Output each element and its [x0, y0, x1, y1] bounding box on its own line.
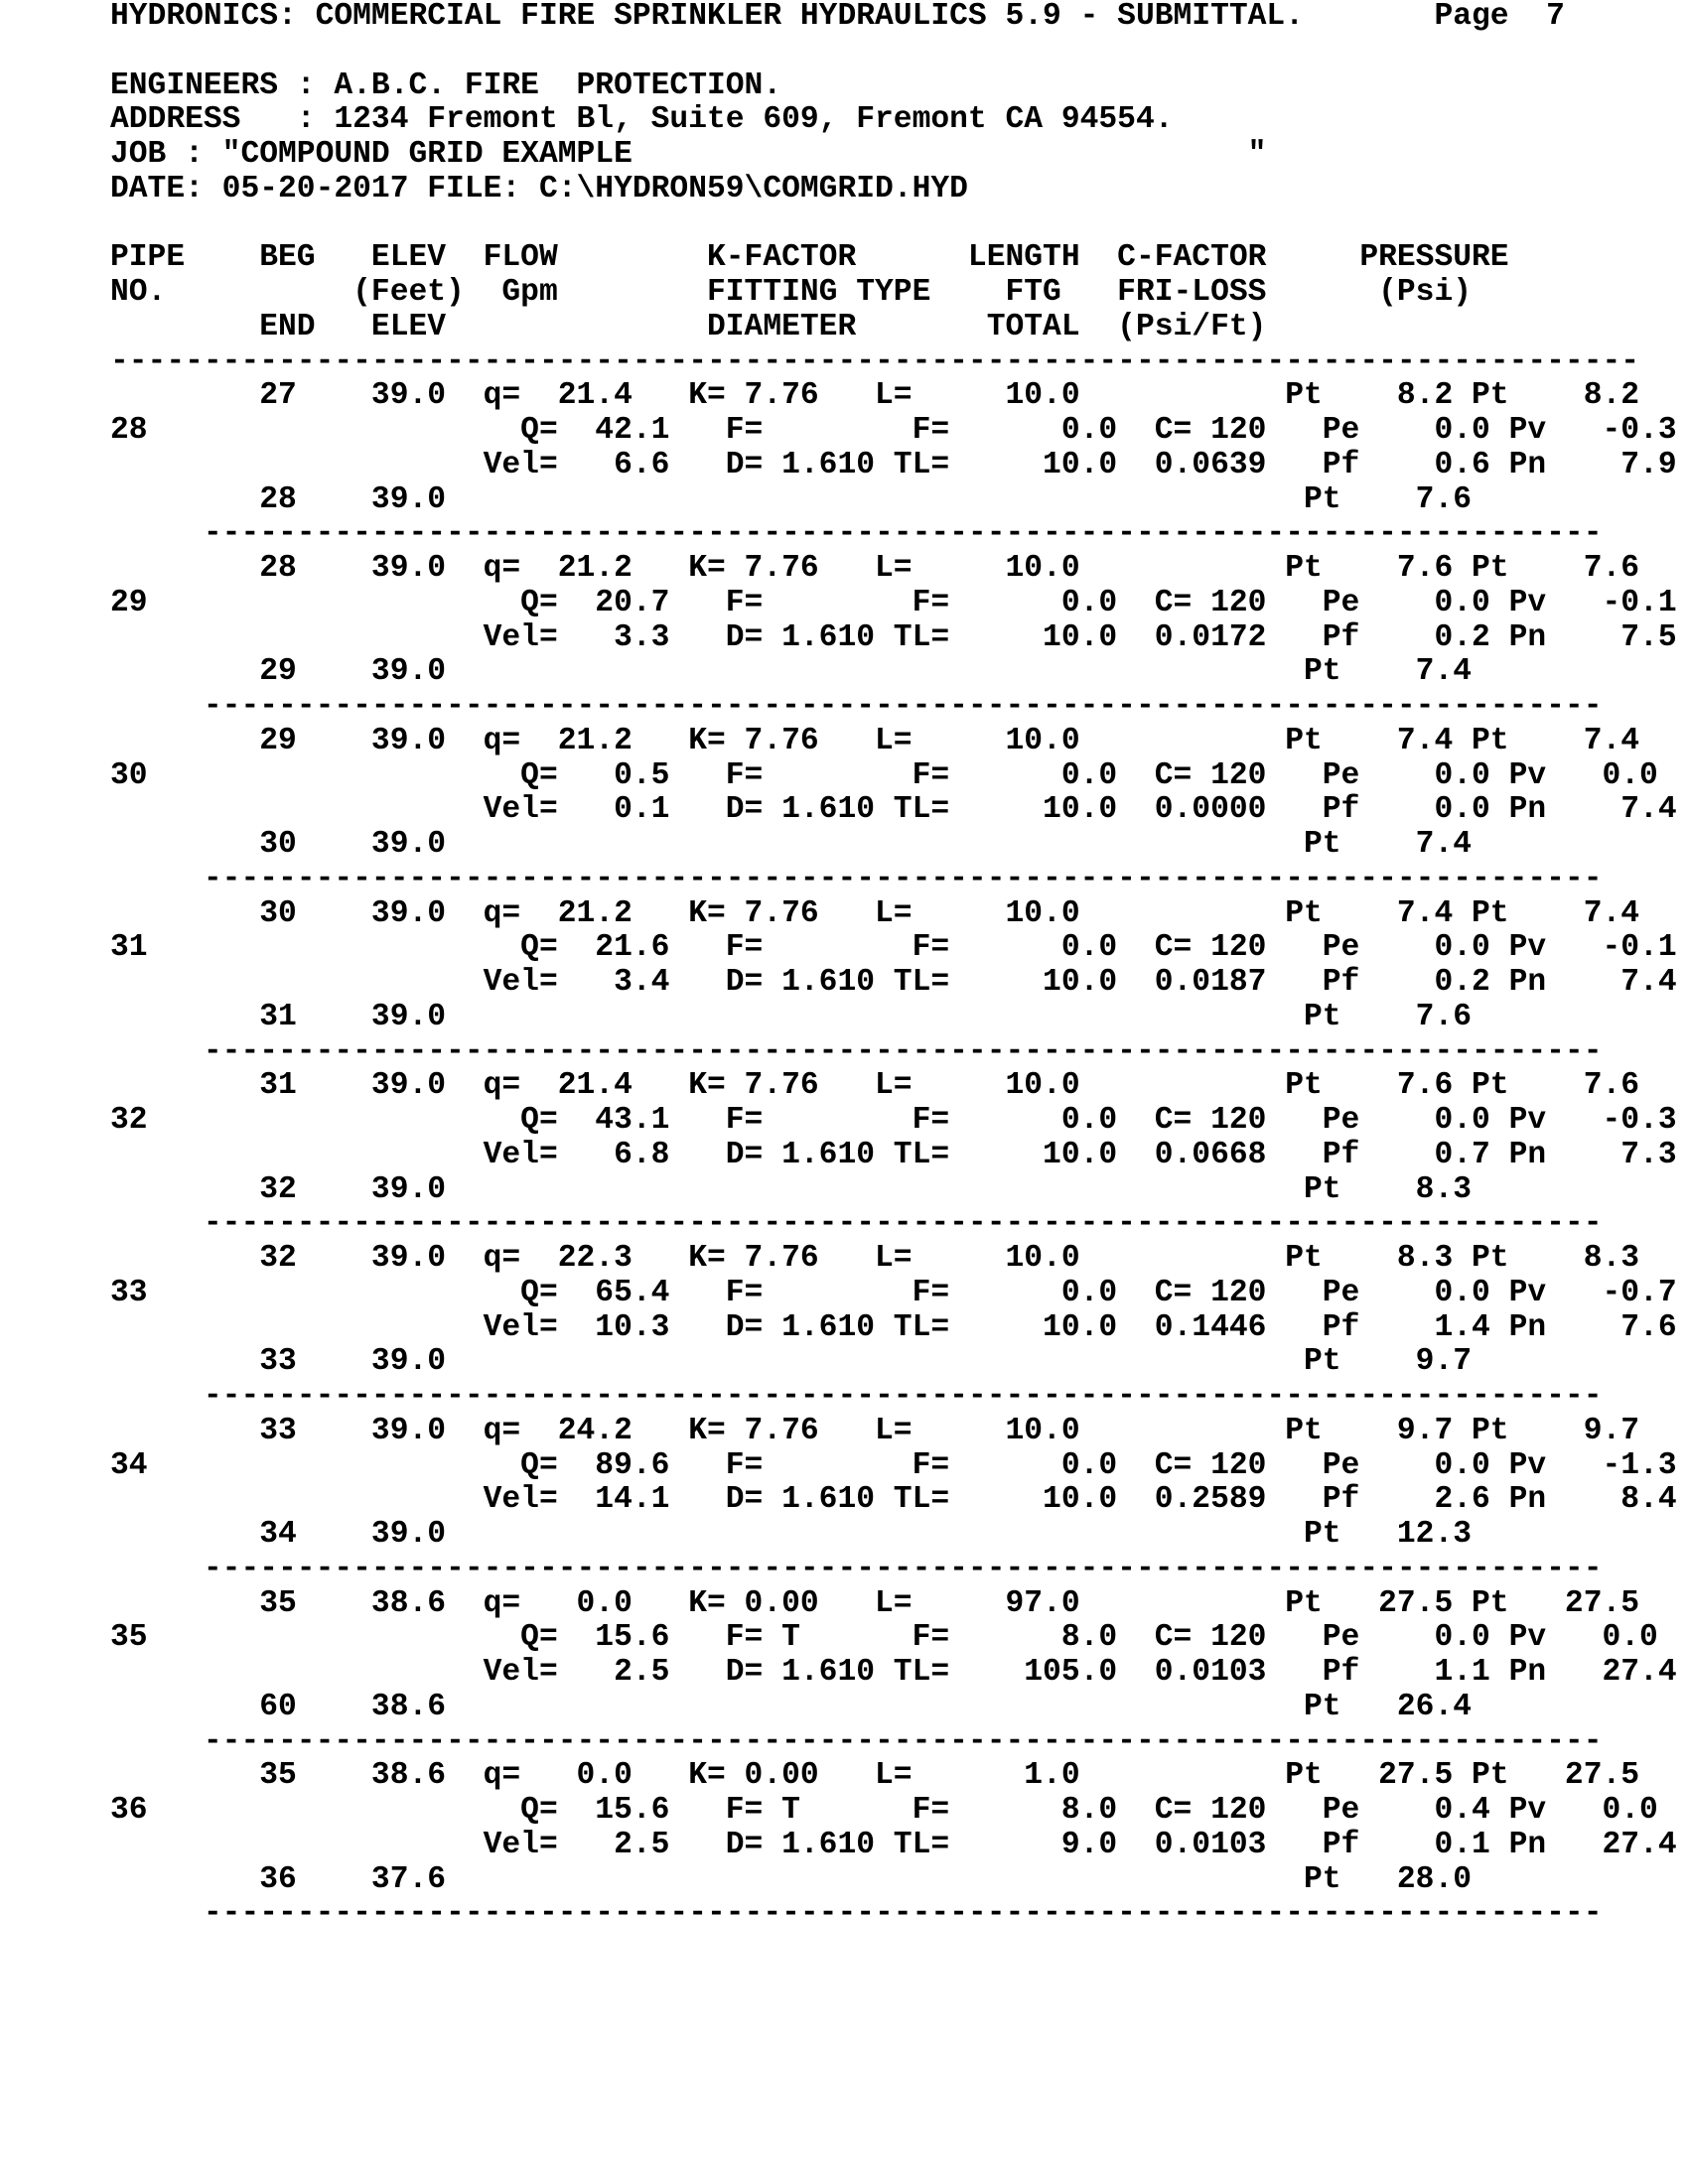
- column-header-row-3: END ELEV DIAMETER TOTAL (Psi/Ft): [110, 309, 1267, 344]
- pipe-line: Vel= 14.1 D= 1.610 TL= 10.0 0.2589 Pf 2.6 Pn 8.4: [110, 1482, 1677, 1518]
- pipe-line: Vel= 2.5 D= 1.610 TL= 9.0 0.0103 Pf 0.1 Pn 27.4: [110, 1827, 1677, 1862]
- pipe-line: 30 Q= 0.5 F= F= 0.0 C= 120 Pe 0.0 Pv 0.0: [110, 757, 1658, 793]
- hydraulics-report-page: [110, 0, 1677, 1932]
- pipe-line: 31 39.0 Pt 7.6: [110, 999, 1473, 1034]
- pipe-line: 36 Q= 15.6 F= T F= 8.0 C= 120 Pe 0.4 Pv 0.0: [110, 1793, 1658, 1828]
- blank-line: [110, 207, 1677, 242]
- pipe-block: [110, 1587, 1677, 1760]
- header-divider: ----------------------------------------------------------------------------------: [110, 343, 1640, 379]
- job-line: JOB : "COMPOUND GRID EXAMPLE ": [110, 137, 1267, 172]
- pipe-line: Vel= 0.1 D= 1.610 TL= 10.0 0.0000 Pf 0.0 Pn 7.4: [110, 792, 1677, 828]
- pipe-line: 31 Q= 21.6 F= F= 0.0 C= 120 Pe 0.0 Pv -0.1: [110, 930, 1677, 966]
- pipe-line: 31 39.0 q= 21.4 K= 7.76 L= 10.0 Pt 7.6 Pt 7.6: [110, 1068, 1640, 1104]
- pipe-line: 33 39.0 q= 24.2 K= 7.76 L= 10.0 Pt 9.7 Pt 9.7: [110, 1413, 1640, 1448]
- pipe-divider: ---------------------------------------------------------------------------: [110, 1723, 1603, 1759]
- pipe-line: 29 39.0 Pt 7.4: [110, 654, 1473, 690]
- pipe-line: 32 39.0 q= 22.3 K= 7.76 L= 10.0 Pt 8.3 Pt 8.3: [110, 1241, 1640, 1276]
- pipe-block: [110, 1415, 1677, 1587]
- pipe-block: [110, 1069, 1677, 1242]
- pipe-divider: ---------------------------------------------------------------------------: [110, 689, 1603, 724]
- pipe-block: [110, 552, 1677, 725]
- pipe-line: 30 39.0 q= 21.2 K= 7.76 L= 10.0 Pt 7.4 Pt 7.4: [110, 895, 1640, 931]
- pipe-line: 35 Q= 15.6 F= T F= 8.0 C= 120 Pe 0.0 Pv 0.0: [110, 1620, 1658, 1656]
- blank-line: [110, 35, 1677, 69]
- pipe-divider: ---------------------------------------------------------------------------: [110, 861, 1603, 896]
- date-file-line: DATE: 05-20-2017 FILE: C:\HYDRON59\COMGRID.HYD: [110, 171, 968, 206]
- pipe-block: [110, 725, 1677, 897]
- pipe-line: 32 39.0 Pt 8.3: [110, 1171, 1473, 1207]
- pipe-line: 28 39.0 q= 21.2 K= 7.76 L= 10.0 Pt 7.6 Pt 7.6: [110, 551, 1640, 586]
- address-line: ADDRESS : 1234 Fremont Bl, Suite 609, Fremont CA 94554.: [110, 102, 1174, 138]
- pipe-line: Vel= 6.8 D= 1.610 TL= 10.0 0.0668 Pf 0.7 Pn 7.3: [110, 1137, 1677, 1172]
- pipe-divider: ---------------------------------------------------------------------------: [110, 1551, 1603, 1586]
- pipe-line: Vel= 6.6 D= 1.610 TL= 10.0 0.0639 Pf 0.6 Pn 7.9: [110, 447, 1677, 482]
- pipe-line: 29 39.0 q= 21.2 K= 7.76 L= 10.0 Pt 7.4 Pt 7.4: [110, 723, 1640, 758]
- pipe-divider: ---------------------------------------------------------------------------: [110, 1379, 1603, 1414]
- column-header-row-1: PIPE BEG ELEV FLOW K-FACTOR LENGTH C-FACTOR PRESSURE: [110, 240, 1509, 276]
- pipe-line: 35 38.6 q= 0.0 K= 0.00 L= 97.0 Pt 27.5 Pt 27.5: [110, 1585, 1640, 1621]
- pipe-line: 33 Q= 65.4 F= F= 0.0 C= 120 Pe 0.0 Pv -0.7: [110, 1275, 1677, 1310]
- pipe-block: [110, 1759, 1677, 1932]
- pipe-line: 28 39.0 Pt 7.6: [110, 481, 1473, 517]
- pipe-divider: ---------------------------------------------------------------------------: [110, 516, 1603, 552]
- pipe-line: 29 Q= 20.7 F= F= 0.0 C= 120 Pe 0.0 Pv -0.1: [110, 585, 1677, 620]
- pipe-line: Vel= 2.5 D= 1.610 TL= 105.0 0.0103 Pf 1.1 Pn 27.4: [110, 1655, 1677, 1690]
- pipe-line: 30 39.0 Pt 7.4: [110, 827, 1473, 862]
- pipe-line: 34 Q= 89.6 F= F= 0.0 C= 120 Pe 0.0 Pv -1.3: [110, 1447, 1677, 1483]
- pipe-table: [110, 379, 1677, 1932]
- pipe-divider: ---------------------------------------------------------------------------: [110, 1206, 1603, 1242]
- pipe-line: 35 38.6 q= 0.0 K= 0.00 L= 1.0 Pt 27.5 Pt 27.5: [110, 1758, 1640, 1794]
- pipe-line: 33 39.0 Pt 9.7: [110, 1344, 1473, 1380]
- pipe-divider: ---------------------------------------------------------------------------: [110, 1896, 1603, 1932]
- pipe-line: 36 37.6 Pt 28.0: [110, 1861, 1473, 1897]
- column-header-row-2: NO. (Feet) Gpm FITTING TYPE FTG FRI-LOSS (Psi): [110, 275, 1473, 310]
- pipe-line: 60 38.6 Pt 26.4: [110, 1689, 1473, 1724]
- pipe-block: [110, 897, 1677, 1070]
- pipe-divider: ---------------------------------------------------------------------------: [110, 1033, 1603, 1069]
- engineers-line: ENGINEERS : A.B.C. FIRE PROTECTION.: [110, 68, 782, 103]
- pipe-line: 28 Q= 42.1 F= F= 0.0 C= 120 Pe 0.0 Pv -0.3: [110, 413, 1677, 448]
- pipe-line: 34 39.0 Pt 12.3: [110, 1517, 1473, 1552]
- pipe-line: Vel= 3.4 D= 1.610 TL= 10.0 0.0187 Pf 0.2 Pn 7.4: [110, 965, 1677, 1000]
- report-title: HYDRONICS: COMMERCIAL FIRE SPRINKLER HYDRAULICS 5.9 - SUBMITTAL. Page 7: [110, 0, 1565, 34]
- pipe-line: Vel= 3.3 D= 1.610 TL= 10.0 0.0172 Pf 0.2 Pn 7.5: [110, 619, 1677, 655]
- pipe-line: 32 Q= 43.1 F= F= 0.0 C= 120 Pe 0.0 Pv -0.3: [110, 1103, 1677, 1138]
- pipe-block: [110, 379, 1677, 552]
- pipe-block: [110, 1242, 1677, 1415]
- pipe-line: Vel= 10.3 D= 1.610 TL= 10.0 0.1446 Pf 1.4 Pn 7.6: [110, 1309, 1677, 1345]
- pipe-line: 27 39.0 q= 21.4 K= 7.76 L= 10.0 Pt 8.2 Pt 8.2: [110, 378, 1640, 414]
